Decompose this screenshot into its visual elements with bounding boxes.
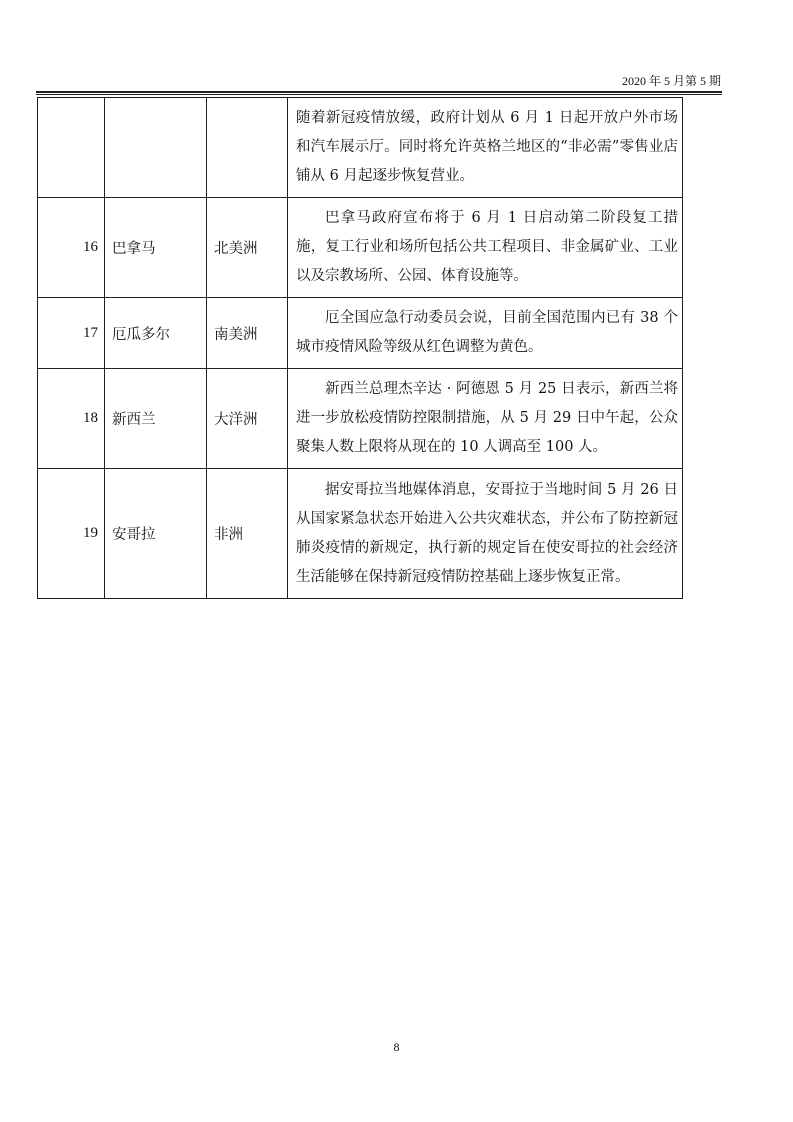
row-region: 非洲: [207, 469, 288, 599]
row-country: 安哥拉: [105, 469, 207, 599]
row-number: 16: [38, 198, 105, 298]
row-content: 据安哥拉当地媒体消息，安哥拉于当地时间 5 月 26 日从国家紧急状态开始进入公共灾难状态，并公布了防控新冠肺炎疫情的新规定，执行新的规定旨在使安哥拉的社会经济生活能够在保持新冠疫情防控基础上逐步恢复正常。: [288, 469, 683, 599]
policy-table: [37, 97, 683, 599]
row-number: 19: [38, 469, 105, 599]
row-country: 新西兰: [105, 369, 207, 469]
table-row: [38, 369, 683, 469]
row-region: [207, 98, 288, 198]
row-region: 大洋洲: [207, 369, 288, 469]
row-content: 巴拿马政府宣布将于 6 月 1 日启动第二阶段复工措施，复工行业和场所包括公共工程项目、非金属矿业、工业以及宗教场所、公园、体育设施等。: [288, 198, 683, 298]
row-country: [105, 98, 207, 198]
row-content: 新西兰总理杰辛达 · 阿德恩 5 月 25 日表示，新西兰将进一步放松疫情防控限制措施，从 5 月 29 日中午起，公众聚集人数上限将从现在的 10 人调高至 100 人。: [288, 369, 683, 469]
row-number: 18: [38, 369, 105, 469]
row-country: 巴拿马: [105, 198, 207, 298]
header-rule-thick: [36, 91, 722, 93]
table-row: [38, 198, 683, 298]
header-rule-thin: [36, 94, 722, 95]
row-number: [38, 98, 105, 198]
row-region: 北美洲: [207, 198, 288, 298]
row-country: 厄瓜多尔: [105, 298, 207, 369]
row-content: 厄全国应急行动委员会说，目前全国范围内已有 38 个城市疫情风险等级从红色调整为黄色。: [288, 298, 683, 369]
page-number: 8: [393, 1040, 400, 1054]
row-region: 南美洲: [207, 298, 288, 369]
table-row: [38, 98, 683, 198]
row-content: 随着新冠疫情放缓，政府计划从 6 月 1 日起开放户外市场和汽车展示厅。同时将允许英格兰地区的“非必需”零售业店铺从 6 月起逐步恢复营业。: [288, 98, 683, 198]
header-issue-label: 2020 年 5 月第 5 期: [621, 74, 721, 88]
table-row: [38, 469, 683, 599]
row-number: 17: [38, 298, 105, 369]
table-row: [38, 298, 683, 369]
